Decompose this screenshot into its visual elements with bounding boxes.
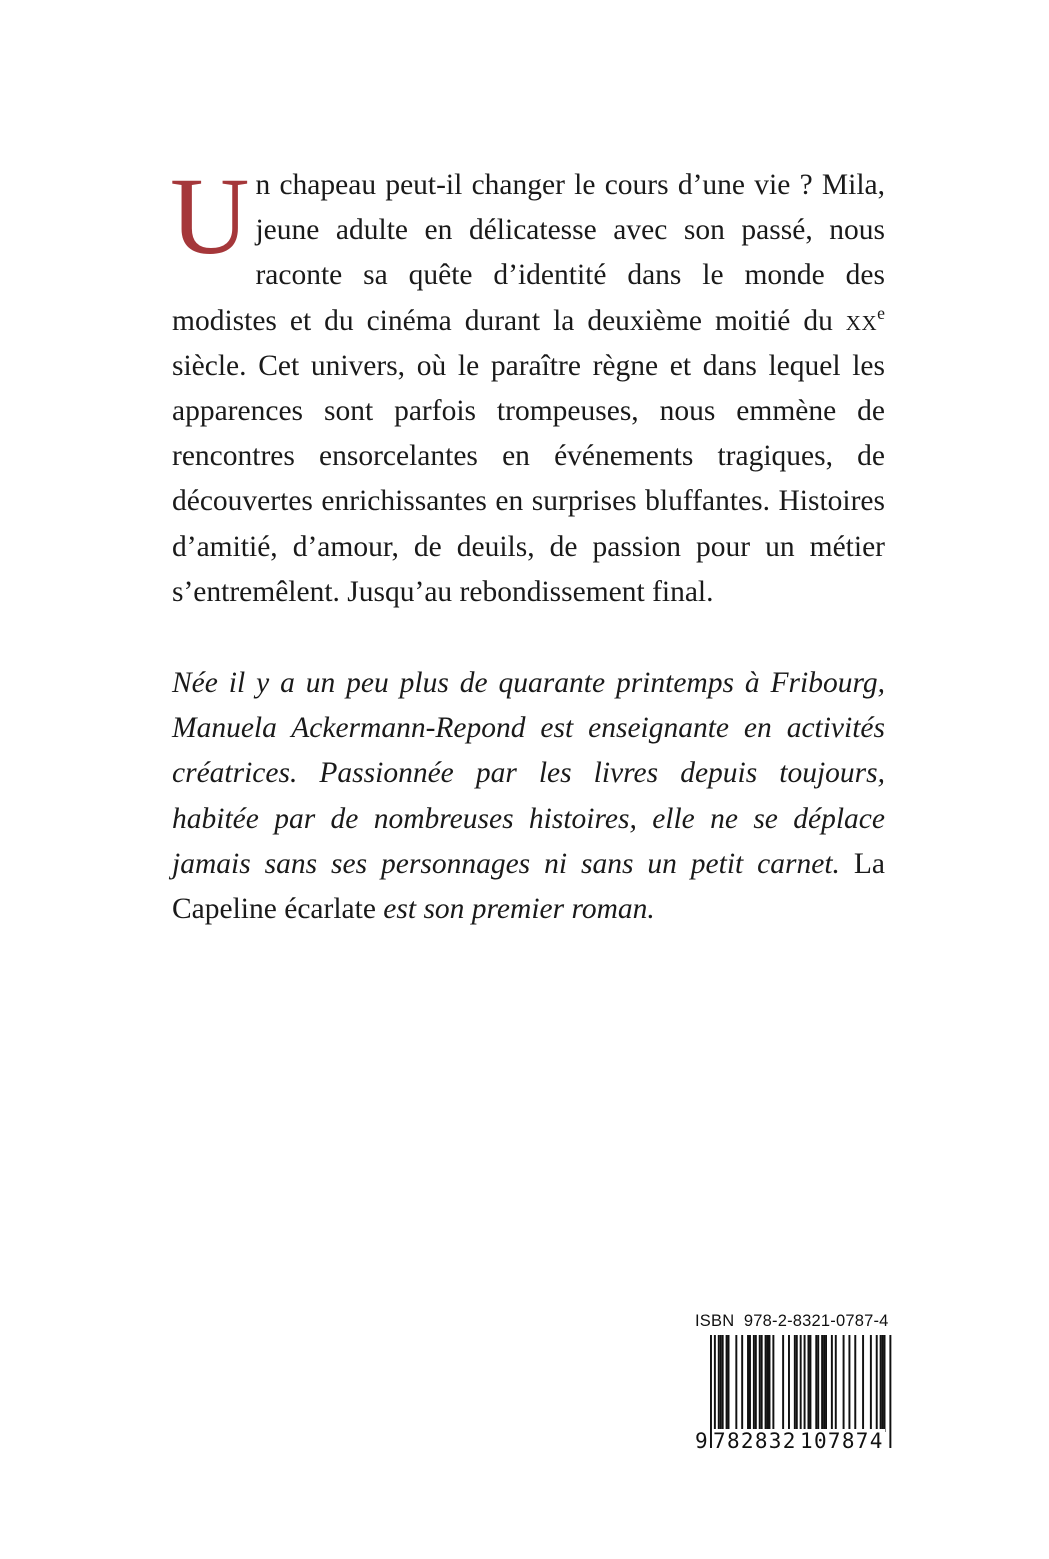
barcode-bar [735,1335,737,1432]
barcode-bar [772,1335,774,1432]
barcode-bar [720,1335,722,1432]
barcode-bar [809,1335,811,1432]
barcode-bar [761,1335,763,1432]
barcode-bar [722,1335,724,1432]
barcode-bar [788,1335,790,1432]
ean-right-group: 107874 [800,1429,884,1453]
barcode-bar [815,1335,817,1432]
barcode-bar [759,1335,761,1432]
barcode-bar [835,1335,837,1432]
author-bio-text: Née il y a un peu plus de quarante printemps à Fribourg, Manuela Ackermann-Repond est enseignante en activités créatrices. Passionnée par les livres depuis toujours, habitée par de nombreuses histoires, elle ne se déplace jamais sans ses personnages ni sans un petit carnet. [172,667,885,880]
barcode-bar [843,1335,845,1432]
barcode-bar [753,1335,755,1432]
drop-cap: U [170,155,250,277]
barcode-bar [876,1335,878,1432]
barcode-bar [718,1335,720,1432]
barcode-bar [880,1335,882,1432]
barcode-bar [821,1335,823,1432]
barcode-bar [726,1335,728,1432]
summary-text-end: siècle. Cet univers, où le paraître règne et dans lequel les apparences sont parfois trompeuses, nous emmène de rencontres ensorcelantes en événements tragiques, de découvertes enrichissantes en surprises bluffantes. Histoires d’amitié, d’amour, de deuils, de passion pour un métier s’entremêlent. Jusqu’au rebondissement final. [172,349,885,608]
barcode-bar [862,1335,864,1432]
barcode-bar [831,1335,833,1432]
barcode-bar [794,1335,796,1432]
barcode-bar [854,1335,856,1432]
barcode-bar [747,1335,749,1432]
barcode-bar [870,1335,872,1432]
barcode-bar [767,1335,769,1432]
barcode-bar [882,1335,884,1432]
barcode-bar [741,1335,743,1432]
book-title: La Capeline écarlate [172,847,885,926]
barcode-bar [769,1335,771,1432]
barcode-bar [848,1335,850,1432]
ean-left-group: 782832 [713,1429,797,1453]
barcode-bar [817,1335,819,1432]
barcode-bar [796,1335,798,1432]
isbn-label: ISBN [695,1312,735,1330]
barcode-bar [825,1335,827,1432]
barcode-bar [808,1335,810,1432]
isbn-barcode-block [695,1312,893,1462]
cover-text [170,155,885,932]
century-numeral: xx [845,304,878,337]
summary-paragraph [170,155,885,615]
barcode-bar [782,1335,784,1432]
century-suffix: e [877,302,885,323]
barcode-bar [728,1335,730,1432]
ean-digits [695,1429,893,1459]
barcode-bar [755,1335,757,1432]
barcode-bar [884,1335,886,1432]
author-bio-paragraph [172,661,885,932]
ean-first-digit: 9 [695,1429,708,1453]
summary-text-start: n chapeau peut-il changer le cours d’une vie ? Mila, jeune adulte en délicatesse avec son passé, nous raconte sa quête d’identité dans le monde des modistes et du cinéma durant la deuxième moitié du [172,169,885,337]
isbn-number: 978-2-8321-0787-4 [743,1312,889,1330]
isbn-line [695,1312,893,1331]
author-bio-end: est son premier roman. [375,893,655,926]
barcode-bar [765,1335,767,1432]
barcode-bar [823,1335,825,1432]
barcode-bar [749,1335,751,1432]
